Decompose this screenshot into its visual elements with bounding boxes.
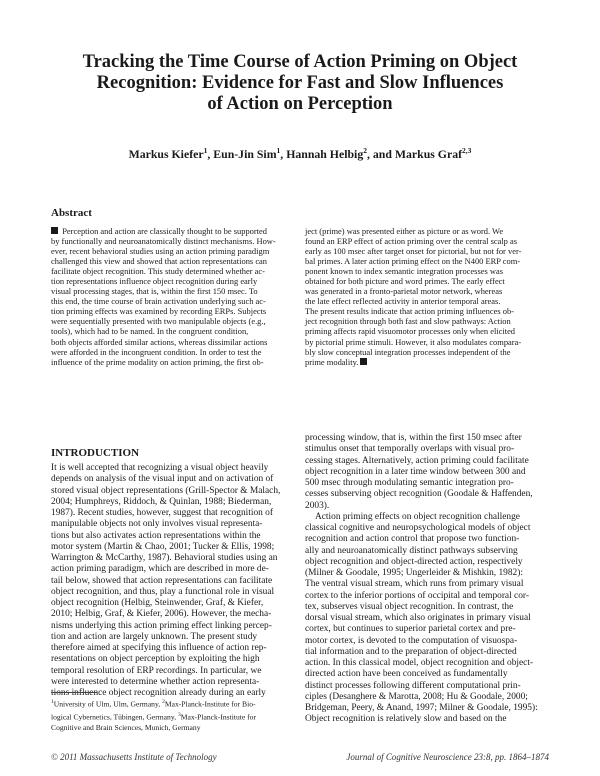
line-text: object recognition (Helbig, Steinwender, Graf, & Kiefer,: [51, 598, 264, 608]
affiliation-text: University of Ulm, Ulm, Germany,: [53, 699, 163, 709]
affiliation-text: Max-Planck-Institute for Bio-: [164, 699, 256, 709]
line-text: Bridgeman, Peery, & Anand, 1997; Milner & Goodale, 1995):: [305, 703, 538, 713]
line-text: tions but also activates action representations within the: [51, 530, 261, 541]
text-line: [305, 681, 549, 692]
text-line: [305, 703, 549, 714]
line-text: object recognition in a later time window between 300 and: [305, 466, 526, 477]
author-affiliation: 2,3: [462, 146, 472, 155]
line-text: motor cortex, is devoted to the computation of visuospa-: [305, 635, 518, 646]
text-line: [305, 501, 549, 512]
text-line: [305, 512, 549, 523]
line-text: temporal resolution of ERP recordings. In particular, we: [51, 665, 262, 676]
footnote-line: [51, 710, 256, 723]
line-text: tools), which had to be named. In the congruent condition,: [51, 326, 249, 337]
copyright-notice: © 2011 Massachusetts Institute of Technology: [51, 752, 217, 762]
line-text: facilitate object recognition. This study determined whether ac-: [51, 266, 265, 277]
text-line: [305, 534, 549, 545]
text-line: [51, 316, 295, 326]
line-text: cessing stages. Alternatively, action priming could facilitate: [305, 455, 529, 466]
affiliation-footnote: [51, 697, 256, 733]
line-text: 2010; Helbig, Graf, & Kiefer, 2006). However, the mecha-: [51, 609, 272, 620]
line-text: visual processing stages, that is, within the first 150 msec. To: [51, 286, 258, 297]
line-text: ever, recent behavioral studies using an action priming paradigm: [51, 246, 270, 257]
text-line: [305, 714, 549, 725]
text-line: [305, 557, 549, 568]
abstract-heading: Abstract: [51, 207, 92, 219]
title-line: of Action on Perception: [207, 94, 393, 114]
line-text: Warrington & McCarthy, 1987). Behavioral studies using an: [51, 553, 278, 563]
text-line: [305, 326, 549, 336]
abstract-start-marker: [51, 227, 58, 234]
text-line: [51, 256, 295, 266]
author-affiliation: 2: [363, 146, 367, 155]
line-text: ject recognition through both fast and slow pathways: Action: [305, 316, 511, 327]
abstract-right-column: [305, 226, 549, 367]
journal-citation: Journal of Cognitive Neuroscience 23:8, pp. 1864–1874: [346, 752, 549, 762]
line-text: challenged this view and showed that action representations can: [51, 256, 268, 267]
text-line: [305, 246, 549, 256]
text-line: [51, 357, 295, 367]
text-line: [305, 692, 549, 703]
line-text: action. In this classical model, object recognition and object-: [305, 658, 534, 668]
text-line: [51, 306, 295, 316]
line-text: resentations on object perception by exploiting the high: [51, 654, 260, 665]
text-line: [305, 306, 549, 316]
line-text: The present results indicate that action priming influences ob-: [305, 306, 514, 317]
line-text: were interested to determine whether action representa-: [51, 676, 260, 687]
abstract-end-marker: [360, 358, 367, 365]
text-line: [51, 486, 295, 497]
text-line: [51, 542, 295, 553]
text-line: [305, 546, 549, 557]
line-text: tail below, showed that action representations can facilitate: [51, 575, 273, 586]
line-text: influence of the prime modality on action priming, the first ob-: [51, 356, 264, 367]
text-line: [51, 337, 295, 347]
line-text: Object recognition is relatively slow and based on the: [305, 714, 507, 725]
text-line: [305, 337, 549, 347]
line-text: It is well accepted that recognizing a visual object heavily: [51, 463, 269, 473]
text-line: [305, 316, 549, 326]
text-line: [305, 433, 549, 444]
text-line: [305, 444, 549, 455]
line-text: by functionally and neuroanatomically distinct mechanisms. How-: [51, 236, 276, 247]
line-text: nisms underlying this action priming effect linking percep-: [51, 620, 272, 631]
text-line: [51, 326, 295, 336]
text-line: [305, 613, 549, 624]
title-line: Tracking the Time Course of Action Priming on Object: [82, 52, 518, 72]
paper-title: [40, 52, 560, 115]
text-line: [305, 296, 549, 306]
text-line: [305, 669, 549, 680]
text-line: [305, 286, 549, 296]
footnote-line: [51, 723, 256, 733]
text-line: [305, 636, 549, 647]
text-line: [51, 587, 295, 598]
introduction-heading: INTRODUCTION: [51, 447, 140, 459]
text-line: [51, 266, 295, 276]
line-text: tions influence object recognition already during an early: [51, 688, 266, 698]
text-line: [305, 276, 549, 286]
line-text: was generated in a fronto-parietal motor network, whereas: [305, 286, 503, 297]
line-text: this end, the time course of brain activation underlying such ac-: [51, 296, 266, 307]
text-line: [305, 456, 549, 467]
text-line: [51, 296, 295, 306]
text-line: [51, 666, 295, 677]
author-name: Eun-Jin Sim: [213, 146, 277, 161]
author-name: Markus Kiefer: [128, 146, 204, 161]
text-line: [51, 564, 295, 575]
line-text: The ventral visual stream, which runs from primary visual: [305, 579, 524, 590]
line-text: object recognition, and thus, play a functional role in visual: [51, 586, 275, 597]
line-text: tial information and to the preparation of object-directed: [305, 646, 517, 657]
author-list: Markus Kiefer$^1$, Eun-Jin Sim$^1$, Hannah Helbig$^2$, and Markus Graf$^{2,3}$: [128, 146, 472, 161]
text-line: [305, 647, 549, 658]
text-line: [51, 531, 295, 542]
text-line: [305, 591, 549, 602]
line-text: bly slow conceptual integration processes independent of the: [305, 346, 511, 357]
text-line: [51, 246, 295, 256]
line-text: recognition and action control that propose two function-: [305, 534, 520, 545]
affiliation-text: Cognitive and Brain Sciences, Munich, Germany: [51, 722, 201, 732]
affiliation-text: logical Cybernetics, Tübingen, Germany,: [51, 712, 178, 722]
line-text: were afforded in the incongruent condition. In order to test the: [51, 346, 262, 357]
text-line: [305, 347, 549, 357]
line-text: object recognition and object-directed action, respectively: [305, 556, 523, 567]
text-line: [305, 602, 549, 613]
line-text: stored visual object representations (Grill-Spector & Malach,: [51, 485, 281, 496]
text-line: [51, 576, 295, 587]
text-line: [51, 276, 295, 286]
line-text: depends on analysis of the visual input and on activation of: [51, 474, 274, 485]
introduction-right-column: [305, 433, 549, 726]
line-text: cortex to the inferior portions of occipital and temporal cor-: [305, 590, 529, 601]
line-text: ally and neuroanatomically distinct pathways subserving: [305, 545, 518, 556]
line-text: were sequentially presented with two manipulable objects (e.g.,: [51, 316, 266, 327]
affiliation-number: 2: [162, 699, 165, 705]
line-text: classical cognitive and neuropsychological models of object: [305, 523, 531, 533]
line-text: ponent known to index semantic integration processes was: [305, 266, 504, 277]
line-text: dorsal visual stream, which also originates in primary visual: [305, 613, 531, 623]
abstract-left-column: [51, 226, 295, 367]
line-text: directed action have been conceived as fundamentally: [305, 669, 508, 680]
line-text: obtained for both picture and word primes. The early effect: [305, 276, 505, 287]
text-line: [305, 579, 549, 590]
text-line: [305, 624, 549, 635]
introduction-left-column: [51, 463, 295, 699]
line-text: tex, subserves visual object recognition. In contrast, the: [305, 601, 514, 612]
line-text: distinct processes following different computational prin-: [305, 680, 521, 691]
line-text: therefore aimed at specifying this influence of action rep-: [51, 643, 267, 653]
line-text: prime modality.: [305, 356, 359, 367]
line-text: action priming paradigm, which are described in more de-: [51, 564, 269, 575]
text-line: [305, 489, 549, 500]
line-text: processing window, that is, within the first 150 msec after: [305, 433, 522, 443]
text-line: [51, 463, 295, 474]
line-text: tion priming effects was examined by recording ERPs. Subjects: [51, 306, 267, 317]
text-line: [305, 568, 549, 579]
line-text: Perception and action are classically thought to be supported: [62, 226, 268, 236]
author-affiliation: 1: [276, 146, 281, 155]
line-text: ject (prime) was presented either as picture or as word. We: [305, 226, 504, 236]
line-text: the late effect reflected activity in anterior temporal areas.: [305, 296, 501, 307]
author-name: and Markus Graf: [372, 146, 463, 161]
text-line: [305, 236, 549, 246]
line-text: ciples (Desanghere & Marotta, 2008; Hu & Goodale, 2000;: [305, 691, 528, 702]
line-text: stimulus onset that temporally overlaps with visual pro-: [305, 444, 515, 455]
text-line: [51, 519, 295, 530]
affiliation-number: 1: [51, 699, 54, 705]
text-line: [51, 553, 295, 564]
text-line: [305, 357, 549, 367]
line-text: both objects afforded similar actions, whereas dissimilar actions: [51, 336, 268, 347]
line-text: cortex, but continues to superior parietal cortex and pre-: [305, 624, 516, 635]
text-line: [51, 677, 295, 688]
text-line: [51, 508, 295, 519]
line-text: tion representations influence object recognition during early: [51, 276, 258, 287]
line-text: manipulable objects not only involves visual representa-: [51, 519, 263, 530]
line-text: found an ERP effect of action priming over the central scalp as: [305, 236, 518, 247]
text-line: [51, 632, 295, 643]
line-text: 2003).: [305, 500, 330, 511]
text-line: [51, 654, 295, 665]
text-line: [305, 523, 549, 534]
title-line: Recognition: Evidence for Fast and Slow Influences: [96, 73, 504, 93]
line-text: 1987). Recent studies, however, suggest that recognition of: [51, 508, 273, 518]
text-line: [305, 467, 549, 478]
line-text: priming affects rapid visuomotor processes only when elicited: [305, 326, 516, 337]
text-line: [305, 256, 549, 266]
text-line: [51, 474, 295, 485]
text-line: [51, 236, 295, 246]
author-affiliation: 1: [203, 146, 208, 155]
line-text: tion and action are largely unknown. The present study: [51, 631, 258, 642]
author-name: Hannah Helbig: [286, 146, 364, 161]
line-text: cesses subserving object recognition (Goodale & Haffenden,: [305, 489, 533, 500]
line-text: early as 100 msec after target onset for pictorial, but not for ver-: [305, 246, 522, 257]
text-line: [51, 598, 295, 609]
footnote-divider: [51, 692, 97, 693]
text-line: [51, 609, 295, 620]
line-text: (Milner & Goodale, 1995; Ungerleider & Mishkin, 1982):: [305, 568, 523, 578]
text-line: [51, 643, 295, 654]
affiliation-number: 3: [177, 711, 181, 718]
text-line: [51, 226, 295, 236]
line-text: 2004; Humphreys, Riddoch, & Quinlan, 1988; Biederman,: [51, 496, 272, 507]
text-line: [51, 621, 295, 632]
text-line: [51, 497, 295, 508]
text-line: [305, 478, 549, 489]
text-line: [51, 347, 295, 357]
line-text: 500 msec through modulating semantic integration pro-: [305, 478, 514, 488]
line-text: Action priming effects on object recognition challenge: [315, 511, 520, 522]
text-line: [305, 658, 549, 669]
footnote-line: [51, 697, 256, 710]
line-text: by pictorial prime stimuli. However, it also modulates compara-: [305, 336, 522, 347]
text-line: [51, 286, 295, 296]
line-text: motor system (Martin & Chao, 2001; Tucker & Ellis, 1998;: [51, 541, 275, 552]
text-line: [305, 266, 549, 276]
line-text: bal primes. A later action priming effect on the N400 ERP com-: [305, 256, 521, 267]
affiliation-text: Max-Planck-Institute for: [180, 712, 256, 722]
text-line: [305, 226, 549, 236]
